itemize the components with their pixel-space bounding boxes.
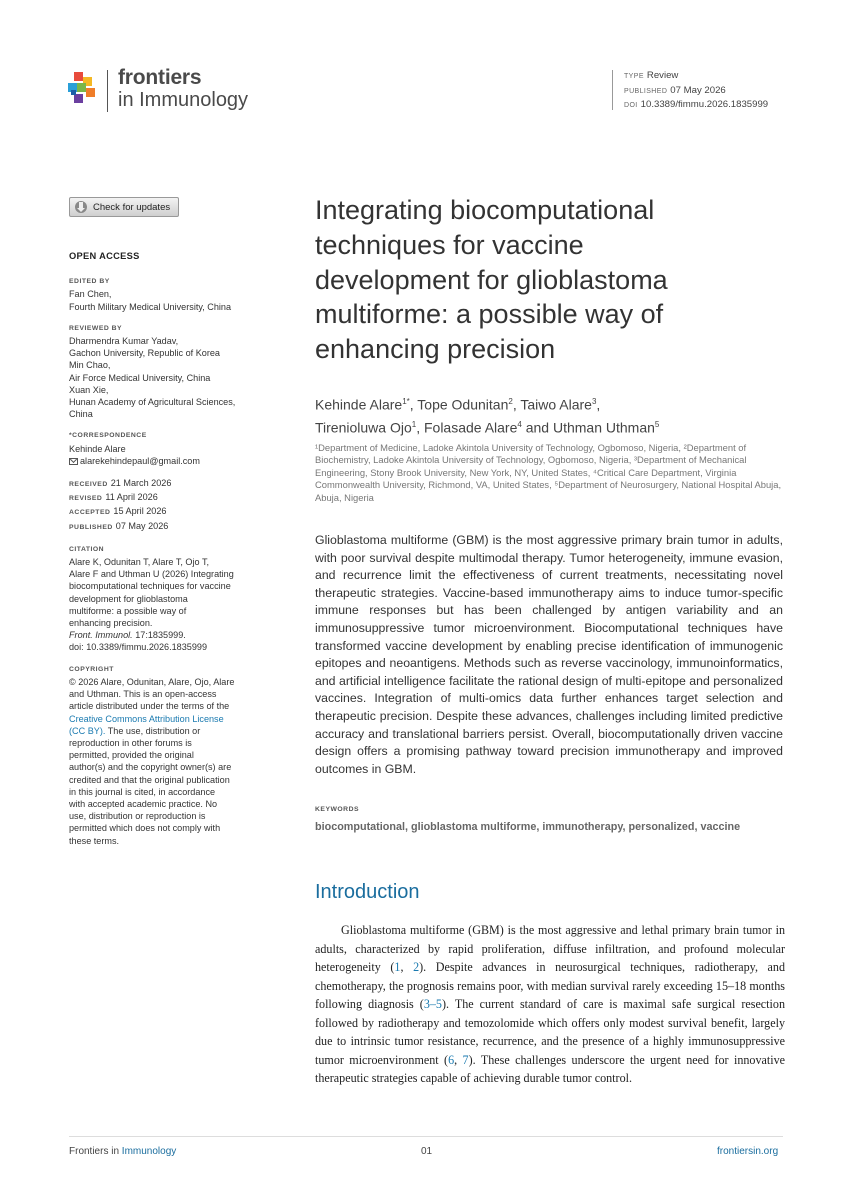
introduction-paragraph: Glioblastoma multiforme (GBM) is the most aggressive and lethal primary brain tumor in adults, characterized by rapid proliferation, diffuse infiltration, and profound molecular heterogeneity (1, 2). Despite advances in neurosurgical techniques, radiotherapy, and chemotherapy, the prognosis remains poor, with median survival rarely exceeding 15–18 months following diagnosis (3–5). The current standard of care is maximal safe surgical resection followed by radiotherapy and temozolomide which offers only modest survival benefit, largely due to intrinsic tumor resistance, recurrence, and the presence of a highly immunosuppressive tumor microenvironment (6, 7). These challenges underscore the urgent need for innovative therapeutic strategies capable of achieving durable tumor control. <box>315 923 786 1085</box>
copyright-line: author(s) and the copyright owner(s) are <box>69 762 232 773</box>
copyright-line: reproduction in other forums is <box>69 737 192 748</box>
revised-date: 11 April 2026 <box>105 492 158 503</box>
copyright-line: permitted, provided the original <box>69 750 194 761</box>
citation-line: Alare K, Odunitan T, Alare T, Ojo T, <box>69 557 210 568</box>
correspondence-label: *CORRESPONDENCE <box>69 432 147 440</box>
copyright-line: article distributed under the terms of the <box>69 701 230 712</box>
copyright-line: these terms. <box>69 835 120 846</box>
author-sup: 3 <box>591 397 597 406</box>
license-link[interactable]: Creative Commons Attribution License <box>69 713 224 724</box>
author-name[interactable]: Tope Odunitan <box>417 396 509 413</box>
type-label: TYPE <box>624 73 644 80</box>
author-name[interactable]: Taiwo Alare <box>520 396 592 413</box>
doi-link[interactable]: 10.3389/fimmu.2026.1835999 <box>640 99 769 110</box>
copyright-line: permitted which does not comply with <box>69 823 221 834</box>
envelope-icon <box>69 458 78 465</box>
footer-divider <box>69 1136 783 1137</box>
edited-by-label: EDITED BY <box>69 278 110 286</box>
intro-text: ). Despite advances in neurosurgical techniques, radiotherapy, and chemotherapy, the prognosis remains poor, with median survival rarely exceeding 15–18 months following diagnosis ( <box>315 960 786 1011</box>
copyright-line: use, distribution or reproduction is <box>69 811 206 822</box>
reviewer-line: China <box>69 409 93 420</box>
published-date: 07 May 2026 <box>115 520 169 531</box>
title-line: Integrating biocomputational <box>315 195 655 225</box>
published-label: PUBLISHED <box>69 523 113 531</box>
revised-label: REVISED <box>69 495 103 503</box>
article-title <box>315 193 765 367</box>
citation-line: Alare F and Uthman U (2026) Integrating <box>69 569 234 580</box>
correspondence-section <box>69 430 264 467</box>
citation-line: development for glioblastoma <box>69 593 188 604</box>
author-name[interactable]: Folasade Alare <box>423 419 518 436</box>
citation-line: multiforme: a possible way of <box>69 605 187 616</box>
citation-section <box>69 544 264 654</box>
accepted-date: 15 April 2026 <box>113 506 167 517</box>
footer-journal-prefix: Frontiers in <box>69 1146 122 1157</box>
reviewed-by-section <box>69 323 264 421</box>
citation-label: CITATION <box>69 545 105 553</box>
logo-divider <box>107 70 108 112</box>
accepted-label: ACCEPTED <box>69 509 111 517</box>
footer-journal <box>69 1146 176 1157</box>
title-line: enhancing precision <box>315 334 556 365</box>
copyright-line: with accepted academic practice. No <box>69 798 218 809</box>
open-access-label: OPEN ACCESS <box>69 251 140 261</box>
frontiers-logo-icon <box>68 72 98 106</box>
editor-line: Fan Chen, <box>69 289 112 300</box>
footer-site-link[interactable]: frontiersin.org <box>717 1146 779 1157</box>
editor-line: Fourth Military Medical University, China <box>69 301 232 312</box>
author-sup: 2 <box>508 397 513 406</box>
abstract: Glioblastoma multiforme (GBM) is the most aggressive primary brain tumor in adults, with poor survival despite multimodal therapy. Tumor heterogeneity, immune evasion, and recurrence limit the effectiveness of current treatments, necessitating novel therapeutic strategies. Vaccine-based immunotherapy aims to induce tumor-specific immune responses but has been challenged by antigen variability and an immunosuppressive tumor microenvironment. Biocomputational techniques have transformed vaccine development by enabling precise identification of immunogenic epitopes and neoantigens. Methods such as reverse vaccinology, immunoinformatics, and artificial intelligence facilitate the rational design of multi-epitope and personalized vaccines. Integration of multi-omics data further enhances target selection and therapeutic precision. Despite these advances, challenges including limited predictive accuracy and translational barriers persist. Overall, biocomputationally driven vaccine design offers a promising pathway toward precision immunotherapy and improved outcomes in GBM. <box>315 533 783 776</box>
intro-text: ). These challenges underscore the urgent need for innovative therapeutic strategies capable of achieving durable tumor control. <box>315 1052 786 1085</box>
dates-section <box>69 477 264 534</box>
check-updates-icon <box>73 200 89 214</box>
citation-volume: 17:1835999. <box>132 630 186 641</box>
intro-text: ). The current standard of care is maximal safe surgical resection followed by radiotherapy and temozolomide which offers only modest survival benefit, largely due to intrinsic tumor resistance, recurrence, and the presence of a highly immunosuppressive tumor microenvironment ( <box>315 997 785 1067</box>
reviewer-line: Dharmendra Kumar Yadav, <box>69 336 179 347</box>
citation-link[interactable]: 3–5 <box>423 997 442 1011</box>
check-updates-label: Check for updates <box>93 201 171 213</box>
author-list: Kehinde Alare$^{1*}$, Tope Odunitan$^2$, Taiwo Alare$^3$, Tirenioluwa Ojo$^1$, Folasade Alare$^4$ and Uthman Uthman$^5$ <box>315 396 660 436</box>
page-number: 01 <box>421 1146 433 1157</box>
author-name[interactable]: Uthman Uthman <box>552 419 655 436</box>
citation-line: biocomputational techniques for vaccine <box>69 581 231 592</box>
intro-text: Glioblastoma multiforme (GBM) is the most aggressive and lethal primary brain tumor in adults, characterized by rapid proliferation, diffuse infiltration, and profound molecular heterogeneity ( <box>315 923 785 974</box>
citation-line: enhancing precision. <box>69 618 153 629</box>
title-line: development for glioblastoma <box>315 264 668 295</box>
citation-doi: doi: 10.3389/fimmu.2026.1835999 <box>69 642 208 653</box>
license-link-cc-by[interactable]: (CC BY). <box>69 725 106 736</box>
citation-journal: Front. Immunol. <box>69 630 133 641</box>
keywords-label: KEYWORDS <box>315 806 360 813</box>
copyright-line: The use, distribution or <box>105 725 201 736</box>
reviewer-line: Xuan Xie, <box>69 384 109 395</box>
article-meta <box>624 69 768 113</box>
published-label: PUBLISHED <box>624 87 668 95</box>
author-sup: 1 <box>411 419 417 429</box>
published-value: 07 May 2026 <box>670 84 726 96</box>
author-name[interactable]: Kehinde Alare <box>315 396 403 413</box>
title-line: techniques for vaccine <box>315 229 584 260</box>
copyright-line: in this journal is cited, in accordance <box>69 786 216 797</box>
type-value: Review <box>646 70 679 81</box>
author-sup: 5 <box>654 419 660 429</box>
meta-divider <box>612 70 613 110</box>
copyright-line: and Uthman. This is an open-access <box>69 689 217 700</box>
affiliations: ¹Department of Medicine, Ladoke Akintola University of Technology, Ogbomoso, Nigeria, ²Department of Biochemistry, Ladoke Akintola University of Technology, Ogbomoso, Nigeria, ³Department of Mechanical Engineering, Stony Brook University, New York, NY, United States, ⁴Critical Care Department, Virginia Commonwealth University, Richmond, VA, United States, ⁵Department of Neurosurgery, National Hospital Abuja, Abuja, Nigeria <box>315 442 782 503</box>
author-sup: 4 <box>517 419 522 429</box>
copyright-section <box>69 664 264 847</box>
citation-link[interactable]: 2 <box>413 960 420 974</box>
footer-journal-accent: Immunology <box>121 1146 177 1157</box>
reviewed-by-label: REVIEWED BY <box>69 324 123 332</box>
reviewer-line: Gachon University, Republic of Korea <box>69 348 220 359</box>
reviewer-line: Hunan Academy of Agricultural Sciences, <box>69 397 236 408</box>
check-updates-button[interactable] <box>69 197 179 217</box>
journal-brand: frontiers <box>118 66 202 89</box>
edited-by-section <box>69 276 264 313</box>
received-date: 21 March 2026 <box>110 478 172 489</box>
copyright-label: COPYRIGHT <box>69 665 114 673</box>
section-heading-introduction: Introduction <box>315 881 420 903</box>
received-label: RECEIVED <box>69 481 108 489</box>
journal-name: in Immunology <box>118 89 249 111</box>
reviewer-line: Min Chao, <box>69 360 111 371</box>
keywords: biocomputational, glioblastoma multiforme, immunotherapy, personalized, vaccine <box>315 821 741 833</box>
copyright-line: © 2026 Alare, Odunitan, Alare, Ojo, Alare <box>69 676 235 687</box>
author-name[interactable]: Tirenioluwa Ojo <box>315 419 412 436</box>
citation-link[interactable]: 1 <box>394 960 401 974</box>
reviewer-line: Air Force Medical University, China <box>69 372 211 383</box>
correspondence-email[interactable]: alarekehindepaul@gmail.com <box>80 455 200 466</box>
citation-link[interactable]: 7 <box>462 1052 469 1067</box>
author-sup: 1* <box>402 397 410 406</box>
copyright-line: credited and that the original publication <box>69 774 230 785</box>
title-line: multiforme: a possible way of <box>315 299 664 330</box>
citation-link[interactable]: 6 <box>448 1052 455 1067</box>
correspondence-name: Kehinde Alare <box>69 443 126 454</box>
article-info-sidebar <box>69 250 264 857</box>
doi-label: DOI <box>624 102 638 109</box>
